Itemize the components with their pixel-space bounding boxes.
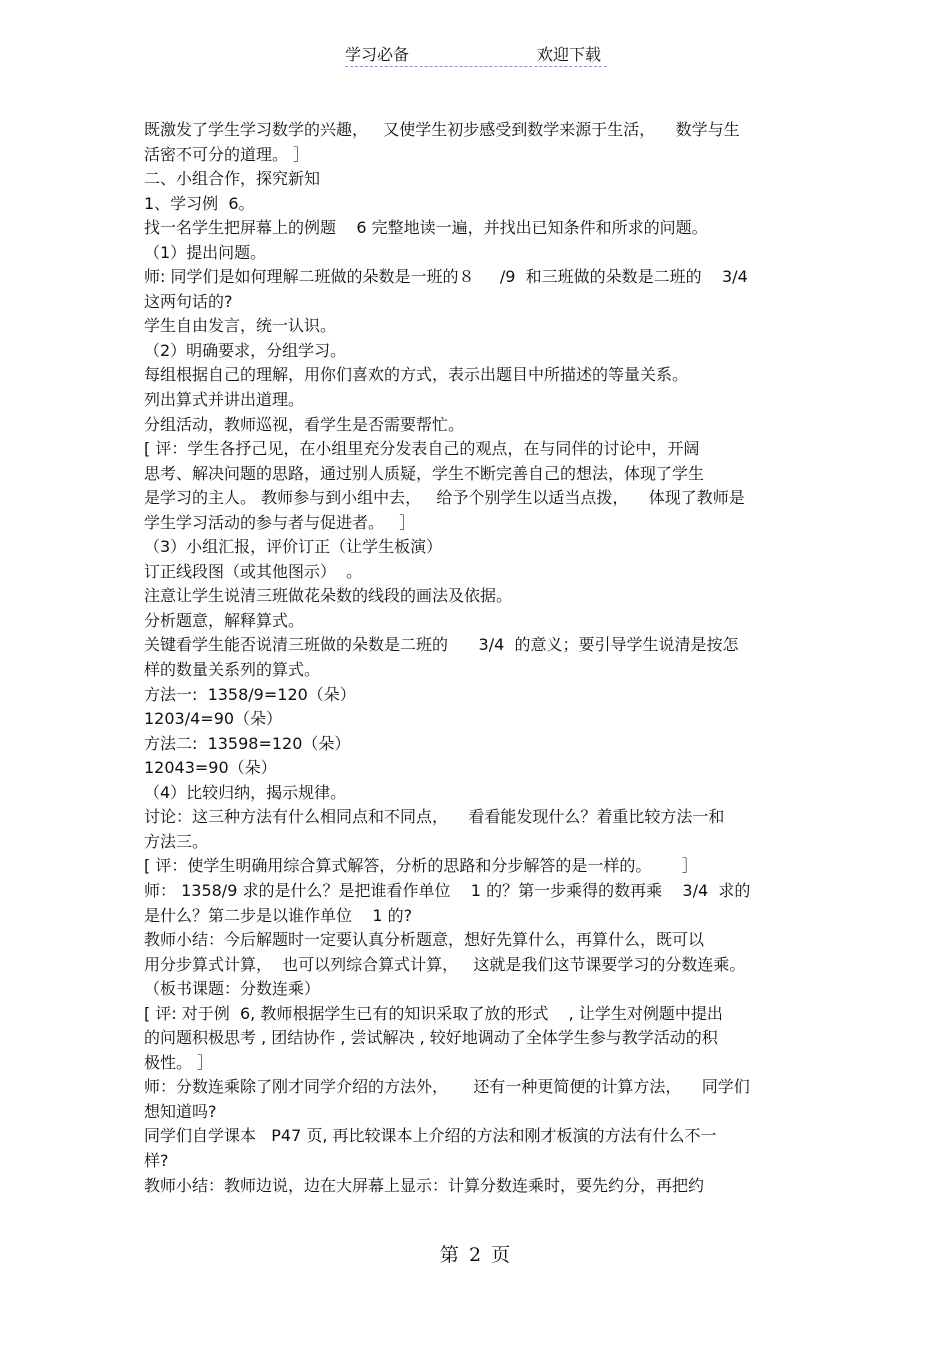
text-line: 教师小结：今后解题时一定要认真分析题意，想好先算什么，再算什么，既可以 [144, 930, 705, 950]
comment-line: 是学习的主人。 教师参与到小组中去， 给予个别学生以适当点拨， 体现了教师是 [144, 488, 745, 508]
text-line: 样的数量关系列的算式。 [144, 660, 321, 680]
comment-line: 学生学习活动的参与者与促进者。 ］ [144, 512, 416, 532]
text-line: 活密不可分的道理。 ］ [144, 144, 310, 164]
formula-line: 方法二: 13598=120（朵） [144, 733, 351, 753]
text-line: 订正线段图（或其他图示） 。 [144, 561, 363, 581]
comment-line: 的问题积极思考 , 团结协作 , 尝试解决 , 较好地调动了全体学生参与教学活动的积 [144, 1028, 718, 1048]
text-line: 样? [144, 1150, 169, 1170]
comment-line: [ 评：学生各抒己见，在小组里充分发表自己的观点，在与同伴的讨论中，开阔 [144, 439, 700, 459]
step-heading: （1）提出问题。 [144, 242, 267, 262]
page-number: 第 2 页 [439, 1244, 511, 1266]
comment-line: [ 评：使学生明确用综合算式解答，分析的思路和分步解答的是一样的。 ］ [144, 856, 698, 876]
formula-line: 12043=90（朵） [144, 758, 277, 778]
step-heading: （2）明确要求，分组学习。 [144, 340, 347, 360]
text-line: 同学们自学课本 P47 页, 再比较课本上介绍的方法和刚才板演的方法有什么不一 [144, 1126, 717, 1146]
text-line: 找一名学生把屏幕上的例题 6 完整地读一遍，并找出已知条件和所求的问题。 [144, 218, 708, 238]
comment-line: [ 评: 对于例 6, 教师根据学生已有的知识采取了放的形式 , 让学生对例题中提出 [144, 1003, 723, 1023]
text-line: 讨论：这三种方法有什么相同点和不同点， 看看能发现什么？着重比较方法一和 [144, 807, 725, 827]
text-line: 注意让学生说清三班做花朵数的线段的画法及依据。 [144, 586, 513, 606]
text-line: 列出算式并讲出道理。 [144, 390, 305, 410]
text-line: 每组根据自己的理解，用你们喜欢的方式，表示出题目中所描述的等量关系。 [144, 365, 689, 385]
section-heading: 二、小组合作，探究新知 [144, 169, 321, 189]
text-line: 师: 同学们是如何理解二班做的朵数是一班的８ /9 和三班做的朵数是二班的 3/4 [144, 267, 748, 287]
text-line: 教师小结：教师边说，边在大屏幕上显示：计算分数连乘时，要先约分，再把约 [144, 1175, 705, 1195]
text-line: 方法三。 [144, 831, 209, 851]
comment-line: 极性。 ］ [144, 1052, 214, 1072]
text-line: 分组活动，教师巡视，看学生是否需要帮忙。 [144, 414, 465, 434]
header-left-text: 学习必备 [345, 45, 410, 64]
text-line: 这两句话的? [144, 291, 233, 311]
page-header [345, 40, 607, 67]
header-right-text: 欢迎下载 [536, 45, 601, 64]
text-line: 学生自由发言，统一认识。 [144, 316, 337, 336]
comment-line: 思考、解决问题的思路，通过别人质疑，学生不断完善自己的想法，体现了学生 [144, 463, 705, 483]
text-line: 师： 1358/9 求的是什么？是把谁看作单位 1 的？第一步乘得的数再乘 3/4 求的 [144, 880, 751, 900]
text-line: 想知道吗? [144, 1101, 217, 1121]
text-line: 用分步算式计算， 也可以列综合算式计算， 这就是我们这节课要学习的分数连乘。 [144, 954, 746, 974]
document-body [144, 118, 809, 1198]
text-line: （板书课题：分数连乘） [144, 979, 321, 999]
text-line: 是什么？第二步是以谁作单位 1 的? [144, 905, 413, 925]
text-line: 既激发了学生学习数学的兴趣， 又使学生初步感受到数学来源于生活， 数学与生 [144, 120, 740, 139]
formula-line: 方法一: 1358/9=120（朵） [144, 684, 356, 704]
step-heading: （3）小组汇报，评价订正（让学生板演） [144, 537, 443, 557]
subsection-heading: 1、学习例 6。 [144, 193, 255, 213]
formula-line: 1203/4=90（朵） [144, 709, 283, 729]
text-line: 师：分数连乘除了刚才同学介绍的方法外， 还有一种更简便的计算方法， 同学们 [144, 1077, 750, 1097]
text-line: 分析题意，解释算式。 [144, 610, 305, 630]
text-line: 关键看学生能否说清三班做的朵数是二班的 3/4 的意义；要引导学生说清是按怎 [144, 635, 739, 655]
step-heading: （4）比较归纳，揭示规律。 [144, 782, 347, 802]
